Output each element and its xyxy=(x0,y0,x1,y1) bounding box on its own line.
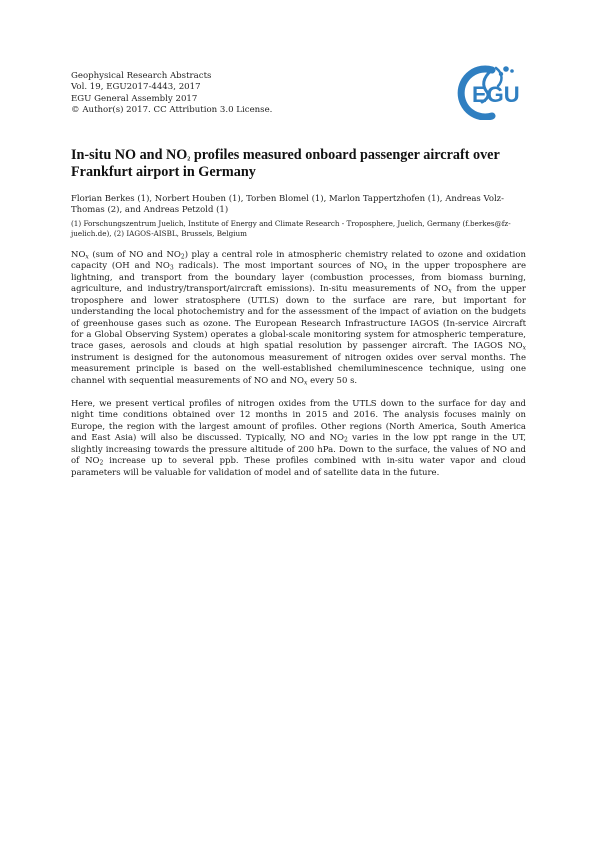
license-info: © Author(s) 2017. CC Attribution 3.0 License. xyxy=(71,104,273,115)
subscript: x xyxy=(85,253,89,261)
text-run: NO xyxy=(71,250,86,260)
journal-header xyxy=(71,71,371,116)
subscript: 3 xyxy=(169,264,174,272)
text-run: from the upper troposphere and lower stratosphere (UTLS) down to the surface are rare, but important for understanding the local photochemistry and for the assessment of the impact of aviation on the budgets of greenhouse gases such as ozone. The European Research Infrastructure IAGOS (In-service Aircraft for a Global Observing System) operates a global-scale monitoring system for atmospheric temperature, trace gases, aerosols and clouds at high spatial resolution by passenger aircraft. The IAGOS NO xyxy=(71,284,526,352)
journal-name: Geophysical Research Abstracts xyxy=(71,71,212,81)
subscript: x xyxy=(522,344,526,352)
text-run: every 50 s. xyxy=(307,375,358,386)
egu-logo xyxy=(452,64,530,120)
paper-title xyxy=(71,147,526,181)
title-part-2: profiles measured onboard passenger aircraft over Frankfurt airport in Germany xyxy=(71,147,500,180)
subscript: x xyxy=(448,287,452,295)
title-part-1: In-situ NO and NO xyxy=(71,147,188,163)
assembly-info: EGU General Assembly 2017 xyxy=(71,93,198,104)
text-run: varies in the low ppt range in the UT, slightly increasing towards the pressure altitude of 200 hPa. Down to the surface, the values of NO and of NO xyxy=(71,433,526,467)
text-run: increase up to several ppb. These profiles combined with in-situ water vapor and cloud parameters will be valuable for validation of model and of satellite data in the future. xyxy=(71,456,526,478)
subscript: x xyxy=(304,379,308,387)
abstract-paragraph-1 xyxy=(71,250,526,387)
egu-logo-text: EGU xyxy=(472,82,520,107)
abstract-paragraph-2 xyxy=(71,399,526,479)
text-run: ) play a central role in atmospheric chemistry related to ozone and oxidation capacity (OH and NO xyxy=(71,250,526,272)
text-run: Here, we present vertical profiles of nitrogen oxides from the UTLS down to the surface for day and night time conditions obtained over 12 months in 2015 and 2016. The analysis focuses mainly on Europe, the region with the largest amount of profiles. Other regions (North America, South America and East Asia) will also be discussed. Typically, NO and NO xyxy=(71,399,526,444)
title-subscript: 2 xyxy=(187,156,191,163)
subscript: 2 xyxy=(99,459,104,467)
subscript: x xyxy=(383,264,388,272)
subscript: 2 xyxy=(344,436,348,444)
volume-info: Vol. 19, EGU2017-4443, 2017 xyxy=(71,82,201,93)
abstract-body xyxy=(71,250,526,491)
text-run: (sum of NO and NO xyxy=(88,250,181,260)
text-run: in the upper troposphere are lightning, and transport from the boundary layer (combustion processes, from biomass burning, agriculture, and industry/transport/aircraft emissions). In-situ measurements of NO xyxy=(71,261,526,295)
author-list: Florian Berkes (1), Norbert Houben (1), Torben Blomel (1), Marlon Tappertzhofen (1), Andreas Volz-Thomas (2), and Andreas Petzold (1) xyxy=(71,194,505,216)
subscript: 2 xyxy=(180,253,185,261)
text-run: radicals). The most important sources of NO xyxy=(173,261,384,272)
affiliations: (1) Forschungszentrum Juelich, Institute of Energy and Climate Research - Troposphere, Juelich, Germany (f.berkes@fz-juelich.de), (2) IAGOS-AISBL, Brussels, Belgium xyxy=(71,219,511,239)
text-run: instrument is designed for the autonomous measurement of nitrogen oxides over serval months. The measurement principle is based on the well-established chemiluminescence technique, using one channel with sequential measurements of NO and NO xyxy=(71,352,526,386)
